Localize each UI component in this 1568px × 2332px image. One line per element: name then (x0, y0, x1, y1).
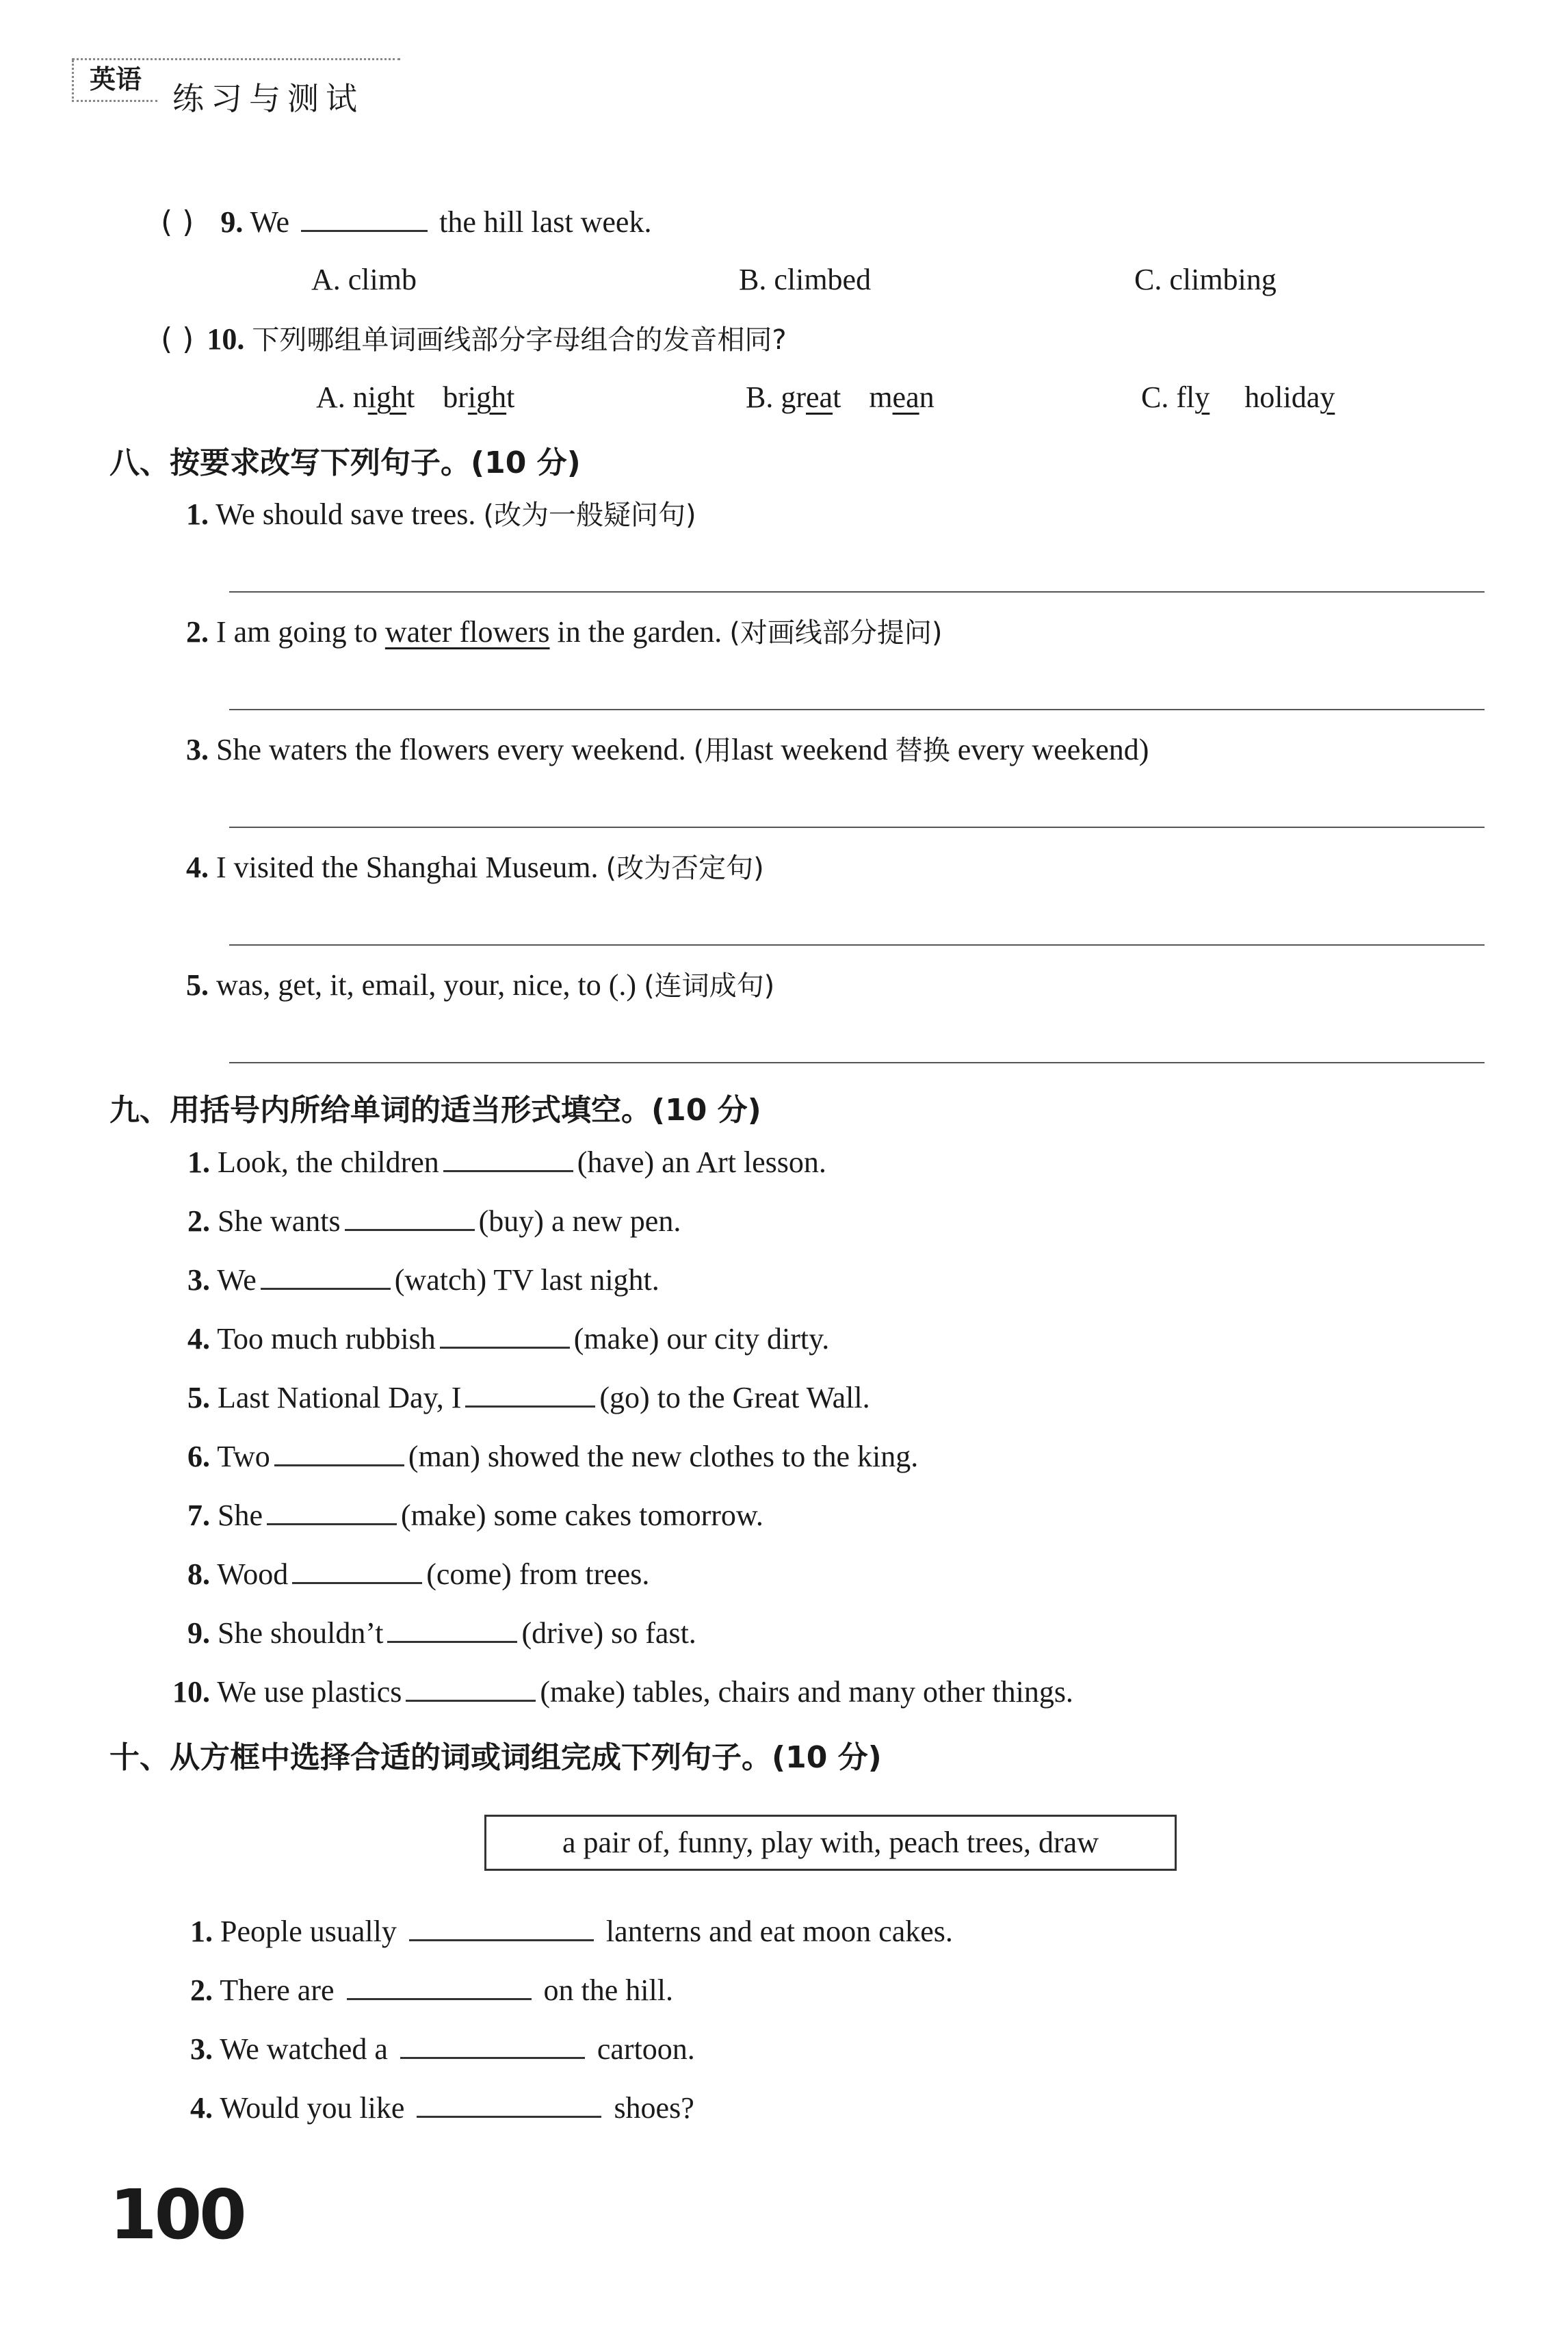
item-text: We should save trees. (215, 497, 476, 531)
word-great: great (781, 380, 841, 414)
rewrite-item-2 (186, 614, 942, 651)
item-text: Too much rubbish (217, 1322, 436, 1356)
subject-tag: 英语 (72, 60, 157, 102)
rewrite-item-5 (186, 968, 774, 1004)
item-instruction: (连词成句) (644, 970, 775, 1002)
item-text: We (217, 1263, 257, 1297)
item-text: We use plastics (217, 1675, 402, 1709)
item-instruction: (改为否定句) (605, 853, 764, 884)
item-number: 1. (187, 1145, 210, 1179)
answer-line[interactable] (229, 827, 1485, 828)
item-text: Last National Day, I (218, 1381, 462, 1414)
question-text: 下列哪组单词画线部分字母组合的发音相同? (252, 324, 787, 356)
item-number: 2. (187, 1204, 210, 1238)
word-hint: (make) (401, 1499, 486, 1532)
answer-blank[interactable] (409, 1913, 594, 1941)
item-text: She (218, 1499, 263, 1532)
answer-blank[interactable] (400, 2031, 585, 2059)
word-hint: (come) (426, 1557, 512, 1591)
fill-item-8 (187, 1556, 649, 1593)
item-text: I am going to (216, 615, 378, 649)
item-number: 1. (186, 497, 209, 531)
section-8-title: 八、按要求改写下列句子。(10 分) (109, 445, 581, 480)
item-text: our city dirty. (666, 1322, 830, 1356)
item-number: 1. (190, 1915, 213, 1948)
item-number: 3. (186, 733, 209, 766)
answer-blank[interactable] (443, 1144, 573, 1172)
fill-item-7 (187, 1497, 763, 1534)
word-hint: (buy) (478, 1204, 544, 1238)
item-text: Would you like (220, 2091, 405, 2125)
word-night: night (352, 380, 415, 414)
item-text: some cakes tomorrow. (493, 1499, 763, 1532)
item-text: a new pen. (551, 1204, 681, 1238)
item-text: She waters the flowers every weekend. (216, 733, 686, 766)
answer-blank[interactable] (267, 1497, 397, 1525)
stem-after: the hill last week. (439, 205, 652, 239)
item-number: 6. (187, 1440, 210, 1473)
item-text: Wood (217, 1557, 289, 1591)
item-number: 3. (187, 1263, 210, 1297)
box-item-2 (190, 1972, 673, 2009)
stem-before: We (250, 205, 290, 239)
word-hint: (watch) (394, 1263, 487, 1297)
answer-line[interactable] (229, 1062, 1485, 1063)
item-text: She wants (218, 1204, 341, 1238)
answer-blank[interactable] (301, 204, 428, 232)
answer-line[interactable] (229, 709, 1485, 710)
fill-item-1 (187, 1144, 826, 1181)
box-item-1 (190, 1913, 953, 1950)
item-instruction: 替换 (895, 735, 950, 766)
answer-line[interactable] (229, 591, 1485, 593)
item-text: She shouldn’t (218, 1616, 384, 1650)
answer-blank[interactable] (261, 1262, 391, 1290)
word-bright: bright (443, 380, 515, 414)
item-number: 5. (186, 968, 209, 1002)
underlined-phrase: water flowers (384, 615, 550, 649)
item-text: an Art lesson. (662, 1145, 826, 1179)
rewrite-item-3 (186, 732, 1149, 768)
mc-question-10 (161, 322, 787, 358)
word-fly: fly (1176, 380, 1210, 414)
fill-item-2 (187, 1203, 681, 1240)
word-mean: mean (869, 380, 935, 414)
fill-item-4 (187, 1321, 829, 1358)
word-hint: (go) (599, 1381, 650, 1414)
option-a: A. climb (311, 263, 417, 296)
item-text: There are (220, 1973, 335, 2007)
item-text: I visited the Shanghai Museum. (216, 851, 599, 884)
answer-blank[interactable] (274, 1438, 404, 1466)
word-hint: (have) (577, 1145, 655, 1179)
item-text: cartoon. (597, 2032, 695, 2066)
answer-paren: ( ) (161, 205, 194, 239)
rewrite-item-4 (186, 850, 764, 886)
fill-item-3 (187, 1262, 659, 1299)
item-number: 9. (187, 1616, 210, 1650)
question-number: 9. (220, 205, 244, 239)
word-bank-box: a pair of, funny, play with, peach trees, draw (484, 1815, 1177, 1871)
item-number: 8. (187, 1557, 210, 1591)
item-text: showed the new clothes to the king. (487, 1440, 919, 1473)
word-hint: (drive) (521, 1616, 604, 1650)
item-number: 2. (190, 1973, 213, 2007)
item-instruction: (用 (693, 735, 732, 766)
answer-paren: ( ) (161, 322, 194, 357)
item-text: to the Great Wall. (657, 1381, 870, 1414)
question-number: 10. (207, 322, 245, 356)
item-number: 7. (187, 1499, 210, 1532)
page-number: 100 (109, 2175, 244, 2255)
fill-item-9 (187, 1615, 696, 1652)
word-hint: (man) (408, 1440, 480, 1473)
box-item-4 (190, 2090, 694, 2127)
fill-item-5 (187, 1379, 870, 1416)
item-number: 4. (187, 1322, 210, 1356)
item-text: on the hill. (543, 1973, 673, 2007)
mc-question-9 (161, 204, 651, 241)
box-item-3 (190, 2031, 695, 2068)
option-a (316, 380, 514, 416)
item-instruction: last weekend (731, 733, 888, 766)
answer-blank[interactable] (417, 2090, 601, 2118)
answer-blank[interactable] (345, 1203, 475, 1231)
item-number: 3. (190, 2032, 213, 2066)
section-10-title: 十、从方框中选择合适的词或词组完成下列句子。(10 分) (109, 1740, 882, 1775)
answer-blank[interactable] (387, 1615, 517, 1643)
answer-blank[interactable] (465, 1379, 595, 1408)
option-label: B. (746, 380, 774, 414)
answer-blank[interactable] (406, 1674, 536, 1702)
book-title: 练习与测试 (172, 80, 364, 117)
item-instruction: (改为一般疑问句) (483, 500, 696, 531)
item-text: shoes? (614, 2091, 694, 2125)
option-c: C. climbing (1134, 263, 1277, 296)
item-text: lanterns and eat moon cakes. (605, 1915, 953, 1948)
word-hint: (make) (540, 1675, 625, 1709)
item-text: tables, chairs and many other things. (632, 1675, 1073, 1709)
word-holiday: holiday (1244, 380, 1335, 414)
option-b (746, 380, 935, 416)
fill-item-6 (187, 1438, 918, 1475)
item-text: Two (217, 1440, 270, 1473)
item-number: 4. (186, 851, 209, 884)
answer-line[interactable] (229, 944, 1485, 946)
item-text: We watched a (220, 2032, 388, 2066)
item-text: TV last night. (493, 1263, 659, 1297)
item-number: 2. (186, 615, 209, 649)
option-label: C. (1141, 380, 1169, 414)
word-hint: (make) (573, 1322, 659, 1356)
item-text: so fast. (611, 1616, 696, 1650)
item-text: in the garden. (557, 615, 722, 649)
section-9-title: 九、用括号内所给单词的适当形式填空。(10 分) (109, 1093, 761, 1128)
item-text: Look, the children (218, 1145, 439, 1179)
answer-blank[interactable] (292, 1556, 422, 1584)
option-label: A. (316, 380, 345, 414)
rewrite-item-1 (186, 497, 696, 533)
option-c (1141, 380, 1335, 416)
item-number: 10. (172, 1675, 210, 1709)
option-b: B. climbed (739, 263, 872, 296)
answer-blank[interactable] (440, 1321, 570, 1349)
item-instruction: every weekend) (957, 733, 1149, 766)
item-text: from trees. (519, 1557, 650, 1591)
item-instruction: (对画线部分提问) (729, 617, 943, 649)
fill-item-10 (172, 1674, 1073, 1711)
answer-blank[interactable] (347, 1972, 532, 2000)
item-text: People usually (220, 1915, 397, 1948)
item-number: 5. (187, 1381, 210, 1414)
item-text: was, get, it, email, your, nice, to (.) (216, 968, 637, 1002)
item-number: 4. (190, 2091, 213, 2125)
